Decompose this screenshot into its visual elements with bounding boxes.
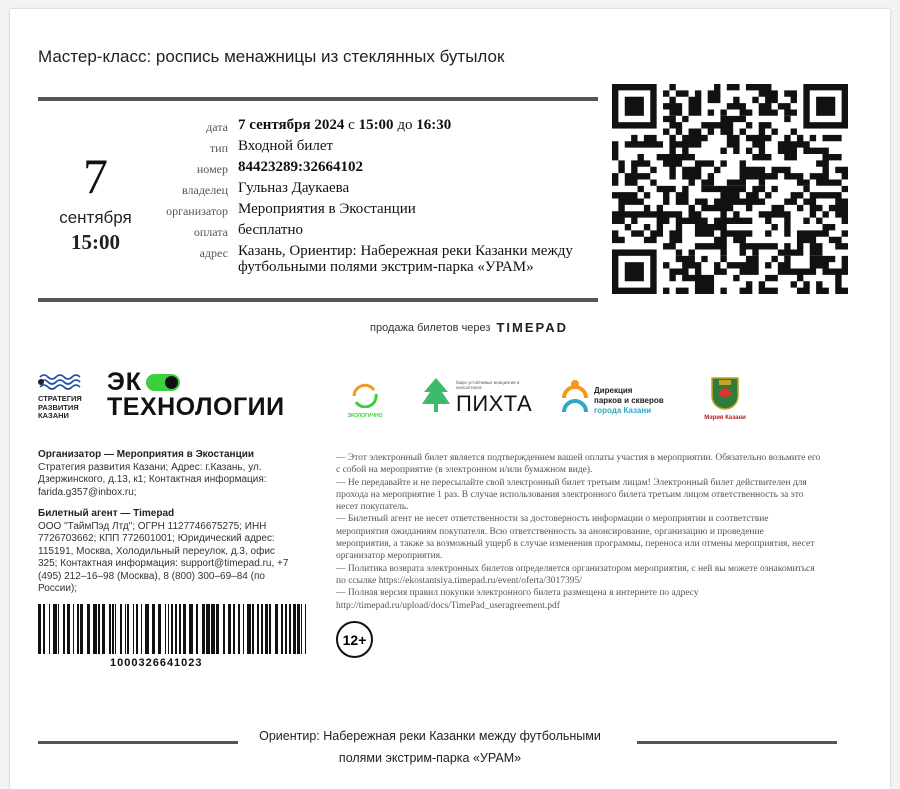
field-row [150, 180, 598, 201]
date-block [38, 150, 153, 255]
field-label: тип [209, 141, 228, 155]
notice-item: — Этот электронный билет является подтверждением вашей оплаты участия в мероприятии. Обязательно возьмите его с собой на мероприятие (в электронном и/или бумажном виде). [336, 453, 821, 476]
footer-address: Ориентир: Набережная реки Казанки между футбольными полями экстрим-парка «УРАМ» [259, 729, 601, 765]
footer-left-line [38, 741, 238, 744]
sales-prefix: продажа билетов через [370, 321, 491, 334]
recycle-icon [348, 382, 382, 408]
parks-line-2: парков и скверов [594, 396, 664, 405]
field-label: организатор [166, 204, 228, 218]
ticket-fields [150, 117, 598, 275]
field-value-part: Мероприятия в Экостанции [238, 201, 416, 217]
eco-word: ЭК [107, 368, 143, 396]
event-title: Мастер-класс: роспись менажницы из стеклянных бутылок [38, 47, 505, 66]
pikhta-logo [420, 376, 533, 421]
mayor-logo [700, 376, 750, 421]
field-value [238, 159, 598, 175]
field-value [238, 180, 598, 196]
bottom-divider [38, 298, 598, 302]
parks-line-3: города Казани [594, 406, 652, 415]
sales-note [370, 320, 568, 335]
field-value-part: Входной билет [238, 138, 334, 154]
event-month: сентября [59, 208, 132, 227]
barcode-number: 1000326641023 [110, 657, 203, 669]
person-icon [560, 378, 590, 416]
fir-icon [420, 376, 452, 416]
notice-item: — Билетный агент не несет ответственности за достоверность информации о мероприятии и соответствие мероприятия ожиданиям покупателя. Всю ответственность за анонсирование, организацию и проведение мероприятия, а также за возможный ущерб в случае изменения программы, переноса или отмены мероприятия, несет организатор мероприятия. [336, 514, 815, 562]
field-row [150, 201, 598, 222]
agent-heading: Билетный агент — Timepad [38, 508, 175, 519]
field-value [238, 243, 598, 275]
pikhta-word: ПИХТА [456, 391, 533, 416]
parks-line-1: Дирекция [594, 386, 633, 395]
field-row [150, 159, 598, 180]
agent-details: ООО "ТаймПэд Лтд"; ОГРН 1127746675275; ИНН 7726703662; КПП 772601001; Юридический адрес: 115191, Москва, Холодильный переулок, д.3, офис 325; Контактная информация: support@timepad.ru, +7 (495) 212–16–98 (Москва), 8 (800) 300–69–84 (по России); [38, 520, 289, 594]
field-value-part: 15:00 [358, 117, 394, 133]
field-row [150, 243, 598, 275]
qr-code [612, 84, 848, 294]
ecologichno-label: ЭКОЛОГИЧНО [347, 413, 383, 419]
technologies-word: ТЕХНОЛОГИИ [107, 393, 285, 421]
field-value-part: 16:30 [416, 117, 452, 133]
coat-of-arms-icon [710, 376, 740, 410]
age-rating-badge: 12+ [336, 621, 373, 658]
field-value [238, 138, 598, 154]
field-label: оплата [193, 225, 228, 239]
field-label: адрес [199, 246, 228, 260]
field-value-part: до [393, 117, 417, 133]
timepad-logo[interactable]: TIMEPAD [496, 320, 568, 335]
notice-item: — Полная версия правил покупки электронного билета размещена в интернете по адресу http://timepad.ru/upload/docs/TimePad_useragreement.pdf [336, 588, 699, 611]
event-time: 15:00 [71, 230, 120, 254]
field-value-part: 84423289:32664102 [238, 159, 363, 175]
field-value [238, 222, 598, 238]
footer-right-line [637, 741, 837, 744]
contacts-block [38, 449, 293, 596]
pikhta-tagline: бюро устойчивых инициатив и консалтинга [456, 380, 520, 390]
field-value-part: Гульназ Даукаева [238, 180, 350, 196]
mayor-label: Мэрия Казани [704, 415, 746, 421]
toggle-icon [146, 374, 180, 391]
field-value-part: бесплатно [238, 222, 303, 238]
field-label: владелец [182, 183, 228, 197]
event-day: 7 [83, 148, 108, 204]
field-value [238, 117, 598, 133]
field-label: дата [206, 120, 228, 134]
field-value [238, 201, 598, 217]
ticket-notices [336, 452, 821, 612]
field-row [150, 222, 598, 243]
strategy-logo [38, 374, 84, 421]
field-value-part: 7 сентября 2024 [238, 117, 345, 133]
eco-technologies-logo [107, 368, 285, 422]
organizer-details: Стратегия развития Казани; Адрес: г.Казань, ул. Дзержинского, д.13, к1; Контактная информация: farida.g357@inbox.ru; [38, 461, 267, 498]
organizer-heading: Организатор — Мероприятия в Экостанции [38, 449, 255, 460]
barcode [38, 604, 310, 658]
wave-icon [38, 374, 84, 390]
strategy-line-1: СТРАТЕГИЯ [38, 394, 82, 403]
field-row [150, 117, 598, 138]
notice-item: — Не передавайте и не пересылайте свой электронный билет третьим лицам! Электронный билет действителен для прохода на мероприятие 1 раз. В случае использования электронного билета третьим лицом ответственность за это несет покупатель. [336, 477, 807, 513]
top-divider [38, 97, 598, 101]
field-row [150, 138, 598, 159]
notice-item: — Политика возврата электронных билетов определяется организатором мероприятия, с ней вы можете ознакомиться по ссылке https://ekostantsiya.timepad.ru/event/oferta/3017395/ [336, 563, 815, 586]
strategy-line-2: РАЗВИТИЯ [38, 402, 79, 412]
parks-directorate-logo [560, 378, 664, 421]
field-label: номер [196, 162, 228, 176]
field-value-part: Казань, Ориентир: Набережная реки Казанки между футбольными полями экстрим-парка «УРАМ» [238, 243, 573, 275]
strategy-line-3: КАЗАНИ [38, 411, 69, 420]
field-value-part: с [344, 117, 359, 133]
ecologichno-logo [345, 382, 385, 419]
